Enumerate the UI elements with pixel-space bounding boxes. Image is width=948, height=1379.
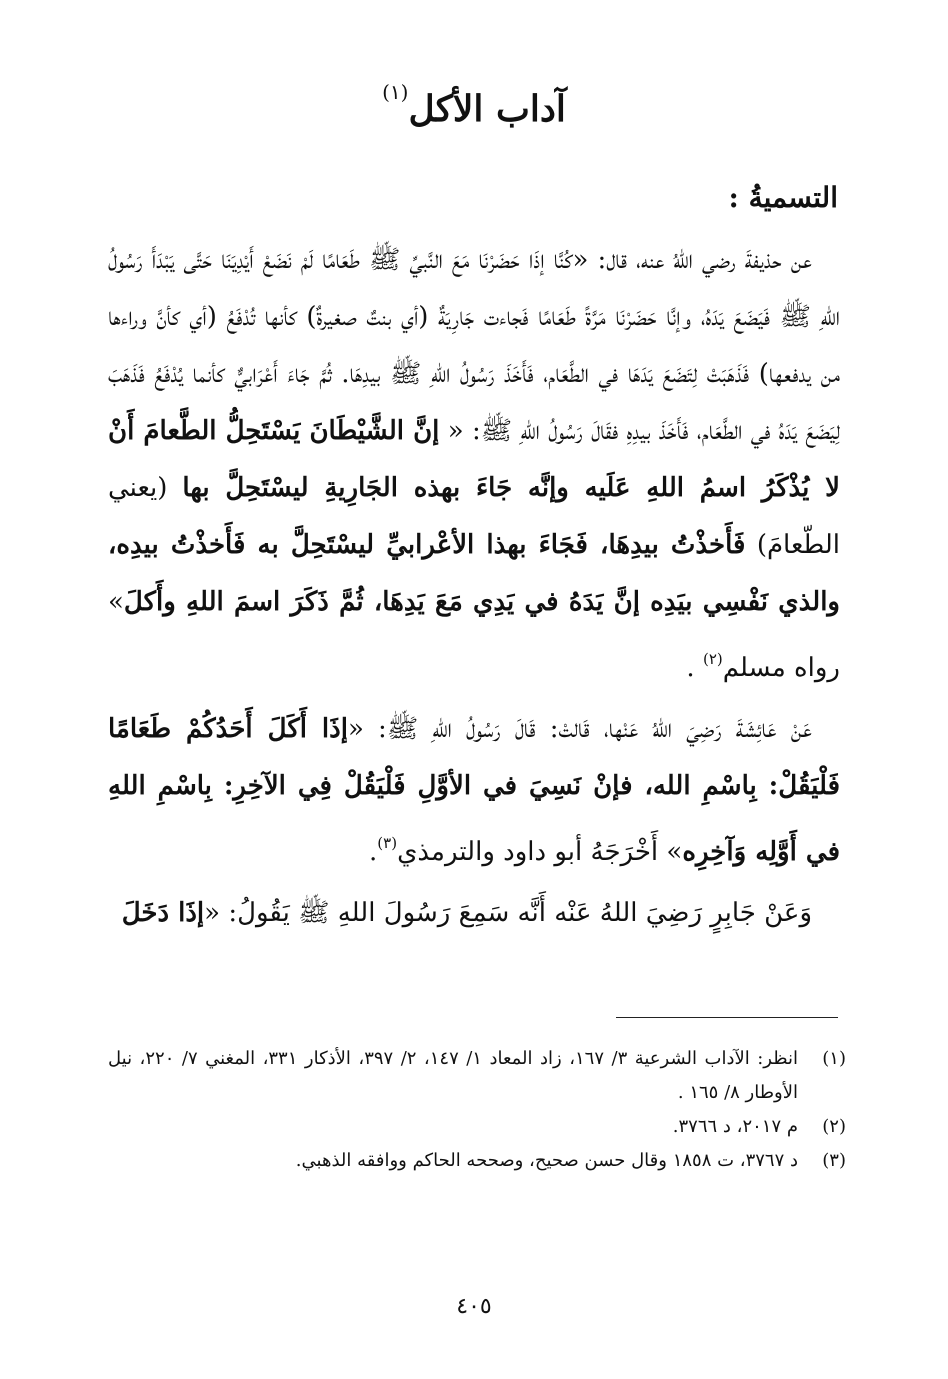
footnote-number: (٢) [822, 1116, 846, 1137]
hadith-text: إذَا أَكَلَ أَحَدُكُمْ طَعَامًا فَلْيَقُلْ: بِاسْمِ الله، فإنْ نَسِيَ في الأوَّلِ فَلْيَقُلْ فِي الآخِرِ: بِاسْمِ اللهِ في أَوَّلِه وَآخِرِه [108, 714, 840, 867]
footnote-item [108, 1144, 846, 1178]
hadith-text: إنَّ الشَّيْطَانَ يَسْتَحِلُّ الطَّعامَ أَنْ لا يُذْكَرُ اسمُ اللهِ عَلَيه وإنَّه جَاءَ بهذه الجَارِيةِ ليسْتَحِلَّ بها [108, 416, 840, 503]
paragraph-text: عَنْ عَائِشَةَ رَضِيَ اللهُ عَنْها، قَالتْ: قَالَ رَسُولُ اللهِ ﷺ: « [347, 714, 812, 744]
paragraph-text: عن حذيفةَ رضي اللهُ عنه، قال: «كُنَّا إذَا حَضَرْنَا مَعَ النَّبيِّ ﷺ طَعَامًا لَمْ نَضَعْ أَيْدِيَنَا حَتَّى يَبْدَأَ رَسُولُ اللهِ ﷺ فَيَضَعَ يَدَهُ، وإنَّا حَضَرْنَا مَرَّةً طَعَامًا فَجاءت جَارِيَةٌ (أي بنتٌ صغيرةٌ) كأنها تُدْفَعُ (أي كأنَّ وراءها من يدفعها) فَذَهَبَتْ لِتَضَعَ يَدَهَا في الطَّعَام، فَأَخَذَ رَسُولُ اللهِ ﷺ بيدِهَا. ثُمَّ جَاءَ أَعْرَابيٌّ كأنما يُدْفَعُ فَذَهَبَ لِيَضَعَ يَدَهُ في الطَّعَام، فَأَخَذَ بيدِهِ فقَالَ رَسُولُ اللهِ ﷺ: « [108, 245, 840, 446]
footnotes [108, 1042, 846, 1178]
footnote-ref: (٢) [702, 650, 723, 668]
paragraph-text: (يعني الطّعامَ) [108, 473, 840, 560]
paragraph-text: » رواه مسلم [108, 587, 840, 683]
chapter-title-text: آداب الأكل [408, 88, 566, 130]
hadith-text: فَأَخذْتُ بيدِهَا، فَجَاءَ بهذا الأعْرابيِّ ليسْتَحِلَّ به فَأَخذْتُ بيدِه، والذي نَفْسِي بيَدِه إنَّ يَدَهُ في يَدِي مَعَ يَدِهَا، ثُمَّ ذَكَرَ اسمَ اللهِ وأَكلَ [108, 530, 840, 617]
hadith-text: إذَا دَخَلَ [121, 898, 205, 928]
paragraph-text: » أَخْرَجَهُ أبو داود والترمذي [397, 837, 683, 867]
paragraph-end: . [369, 837, 378, 867]
footnote-item [108, 1110, 846, 1144]
footnote-item [108, 1042, 846, 1110]
paragraph-end: . [686, 653, 703, 683]
paragraph-aisha [108, 701, 840, 881]
paragraph-hudhayfa [108, 232, 840, 697]
page-number: ٤٠٥ [456, 1294, 492, 1319]
paragraph-jabir [108, 885, 840, 942]
chapter-title [0, 62, 948, 139]
body-text [108, 232, 840, 946]
footnote-number: (٣) [822, 1150, 846, 1171]
footnote-text: انظر: الآداب الشرعية ٣/ ١٦٧، زاد المعاد ١/ ١٤٧، ٢/ ٣٩٧، الأذكار ٣٣١، المغني ٧/ ٢٢٠، نيل الأوطار ٨/ ١٦٥ . [108, 1048, 798, 1103]
footnote-ref: (٣) [377, 834, 398, 852]
paragraph-text: وَعَنْ جَابِرٍ رَضِيَ اللهُ عَنْه أَنَّه سَمِعَ رَسُولَ اللهِ ﷺ يَقُولُ: « [204, 898, 812, 928]
footnote-number: (١) [822, 1048, 846, 1069]
section-heading: التسميةُ : [728, 181, 838, 214]
footnote-divider [616, 1017, 838, 1018]
footnote-text: م ٢٠١٧، د ٣٧٦٦. [672, 1116, 798, 1137]
title-footnote-ref: (١) [382, 80, 409, 104]
footnote-text: د ٣٧٦٧، ت ١٨٥٨ وقال حسن صحيح، وصححه الحاكم ووافقه الذهبي. [295, 1150, 798, 1171]
